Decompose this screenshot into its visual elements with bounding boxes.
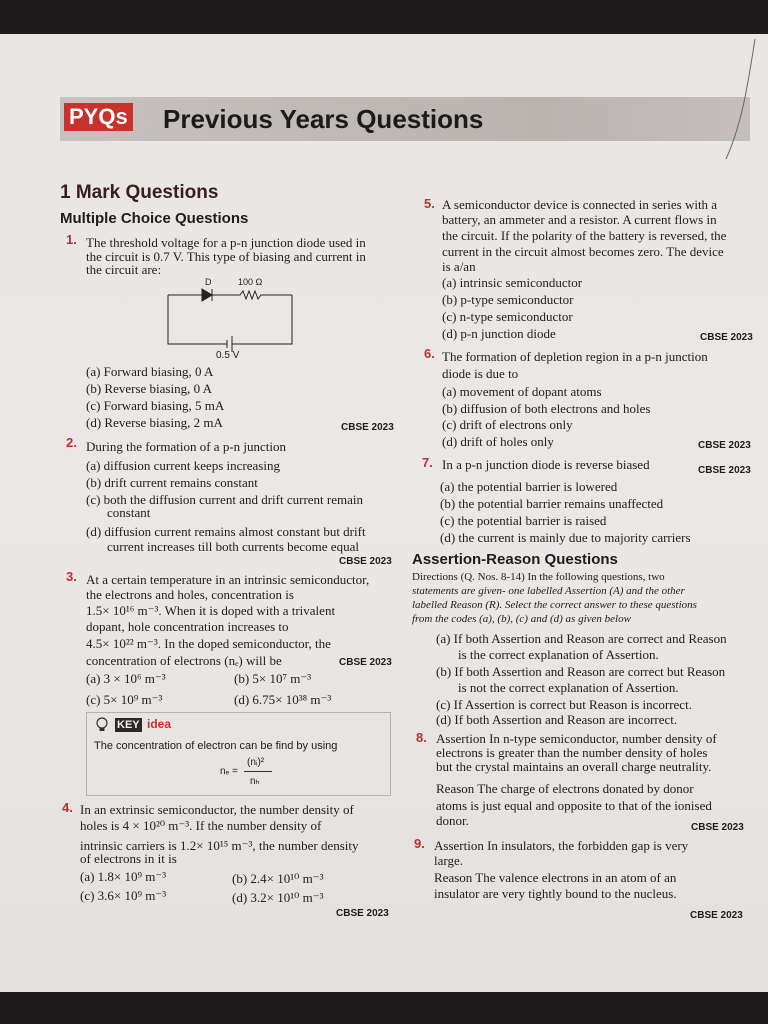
q4-text-2: holes is 4 × 10²⁰ m⁻³. If the number density of xyxy=(80,818,322,833)
q2-source: CBSE 2023 xyxy=(339,556,392,567)
q9-reason-1: Reason The valence electrons in an atom of an xyxy=(434,870,677,885)
q2-option-a: (a) diffusion current keeps increasing xyxy=(86,458,280,473)
q4-text-1: In an extrinsic semiconductor, the number density of xyxy=(80,802,354,817)
q3-option-a: (a) 3 × 10⁶ m⁻³ xyxy=(86,671,166,686)
q3-option-b: (b) 5× 10⁷ m⁻³ xyxy=(234,671,312,686)
q6-source: CBSE 2023 xyxy=(698,440,751,451)
pen-mark xyxy=(700,34,768,164)
q6-text-2: diode is due to xyxy=(442,366,519,381)
diode-symbol xyxy=(202,289,212,301)
lightbulb-icon xyxy=(94,716,110,733)
q2-option-d-2: current increases till both currents become equal xyxy=(107,539,359,554)
q8-assertion-1: Assertion In n-type semiconductor, number density of xyxy=(436,731,717,746)
diode-label: D xyxy=(205,277,212,287)
q5-option-c: (c) n-type semiconductor xyxy=(442,309,573,324)
ar-code-a-2: is the correct explanation of Assertion. xyxy=(458,647,659,662)
q4-option-c: (c) 3.6× 10⁹ m⁻³ xyxy=(80,888,167,903)
q2-option-d-1: (d) diffusion current remains almost constant but drift xyxy=(86,524,366,539)
q7-text-1: In a p-n junction diode is reverse biased xyxy=(442,457,650,472)
q7-option-b: (b) the potential barrier remains unaffected xyxy=(440,496,664,511)
ar-title: Assertion-Reason Questions xyxy=(412,551,618,568)
q1-text-1: The threshold voltage for a p-n junction diode used in xyxy=(86,235,366,250)
q5-text-3: the circuit. If the polarity of the battery is reversed, the xyxy=(442,228,727,243)
idea-label: idea xyxy=(147,717,172,731)
ar-directions-4: from the codes (a), (b), (c) and (d) as given below xyxy=(412,613,631,625)
q1-number: 1. xyxy=(66,232,77,247)
resistor-label: 100 Ω xyxy=(238,277,263,287)
q3-text-1: At a certain temperature in an intrinsic semiconductor, xyxy=(86,572,370,587)
page-title: Previous Years Questions xyxy=(163,104,484,134)
q1-option-a: (a) Forward biasing, 0 A xyxy=(86,364,214,379)
ar-code-b-1: (b) If both Assertion and Reason are correct but Reason xyxy=(436,664,726,679)
q5-text-5: is a/an xyxy=(442,259,476,274)
q8-number: 8. xyxy=(416,730,427,745)
ar-directions-2: statements are given- one labelled Assertion (A) and the other xyxy=(412,585,685,597)
q7-option-a: (a) the potential barrier is lowered xyxy=(440,479,618,494)
q3-text-4: dopant, hole concentration increases to xyxy=(86,619,289,634)
q3-text-3: 1.5× 10¹⁶ m⁻³. When it is doped with a trivalent xyxy=(86,603,336,618)
q9-source: CBSE 2023 xyxy=(690,910,743,921)
key-tag: KEY xyxy=(117,719,140,731)
q6-option-d: (d) drift of holes only xyxy=(442,434,554,449)
section-title: 1 Mark Questions xyxy=(60,182,219,203)
q5-option-d: (d) p-n junction diode xyxy=(442,326,556,341)
battery-label: 0.5 V xyxy=(216,350,240,361)
q2-option-c-2: constant xyxy=(107,505,151,520)
q6-number: 6. xyxy=(424,346,435,361)
ar-code-b-2: is not the correct explanation of Assertion. xyxy=(458,680,679,695)
q6-option-a: (a) movement of dopant atoms xyxy=(442,384,602,399)
q5-option-b: (b) p-type semiconductor xyxy=(442,292,574,307)
ar-code-d: (d) If both Assertion and Reason are incorrect. xyxy=(436,712,678,727)
resistor-symbol xyxy=(212,291,292,299)
formula-denominator: nₕ xyxy=(250,776,260,787)
q1-text-3: the circuit are: xyxy=(86,262,162,277)
q1-option-d: (d) Reverse biasing, 2 mA xyxy=(86,415,223,430)
q3-option-d: (d) 6.75× 10³⁸ m⁻³ xyxy=(234,692,332,707)
q9-number: 9. xyxy=(414,836,425,851)
q6-option-b: (b) diffusion of both electrons and holes xyxy=(442,401,651,416)
q9-reason-2: insulator are very tightly bound to the nucleus. xyxy=(434,886,677,901)
q3-option-c: (c) 5× 10⁹ m⁻³ xyxy=(86,692,163,707)
q5-text-4: current in the circuit almost becomes zero. The device xyxy=(442,244,724,259)
q4-option-b: (b) 2.4× 10¹⁰ m⁻³ xyxy=(232,871,324,886)
q4-text-3: intrinsic carriers is 1.2× 10¹⁵ m⁻³, the number density xyxy=(80,838,359,853)
q7-option-d: (d) the current is mainly due to majority carriers xyxy=(440,530,691,545)
key-idea-text: The concentration of electron can be find by using xyxy=(94,740,338,752)
q5-text-2: battery, an ammeter and a resistor. A current flows in xyxy=(442,212,717,227)
ar-code-c: (c) If Assertion is correct but Reason is incorrect. xyxy=(436,697,692,712)
q7-number: 7. xyxy=(422,455,433,470)
ar-directions-1: Directions (Q. Nos. 8-14) In the following questions, two xyxy=(412,571,665,583)
pyqs-tag: PYQs xyxy=(64,103,133,131)
mcq-title: Multiple Choice Questions xyxy=(60,210,249,227)
q5-source: CBSE 2023 xyxy=(700,332,753,343)
q4-source: CBSE 2023 xyxy=(336,908,389,919)
q8-source: CBSE 2023 xyxy=(691,822,744,833)
q2-text-1: During the formation of a p-n junction xyxy=(86,439,287,454)
ar-code-a-1: (a) If both Assertion and Reason are correct and Reason xyxy=(436,631,727,646)
q4-option-a: (a) 1.8× 10⁹ m⁻³ xyxy=(80,869,167,884)
q5-text-1: A semiconductor device is connected in series with a xyxy=(442,197,718,212)
q7-option-c: (c) the potential barrier is raised xyxy=(440,513,607,528)
q4-number: 4. xyxy=(62,800,73,815)
q7-source: CBSE 2023 xyxy=(698,465,751,476)
q5-number: 5. xyxy=(424,196,435,211)
q6-text-1: The formation of depletion region in a p-n junction xyxy=(442,349,708,364)
q1-text-2: the circuit is 0.7 V. This type of biasing and current in xyxy=(86,249,366,264)
q8-reason-2: atoms is just equal and opposite to that of the ionised xyxy=(436,798,712,813)
q9-assertion-2: large. xyxy=(434,853,463,868)
q9-assertion-1: Assertion In insulators, the forbidden gap is very xyxy=(434,838,689,853)
q2-option-b: (b) drift current remains constant xyxy=(86,475,258,490)
q8-reason-3: donor. xyxy=(436,813,469,828)
q1-source: CBSE 2023 xyxy=(341,422,394,433)
q8-assertion-2: electrons is greater than the number density of holes xyxy=(436,745,708,760)
fraction-bar xyxy=(244,771,272,772)
q3-text-2: the electrons and holes, concentration is xyxy=(86,587,294,602)
q3-source: CBSE 2023 xyxy=(339,657,392,668)
q4-option-d: (d) 3.2× 10¹⁰ m⁻³ xyxy=(232,890,324,905)
formula-lhs: nₑ = xyxy=(220,766,238,777)
q6-option-c: (c) drift of electrons only xyxy=(442,417,573,432)
q2-option-c-1: (c) both the diffusion current and drift current remain xyxy=(86,492,363,507)
q5-option-a: (a) intrinsic semiconductor xyxy=(442,275,583,290)
q3-number: 3. xyxy=(66,569,77,584)
q8-reason-1: Reason The charge of electrons donated by donor xyxy=(436,781,694,796)
formula-numerator: (nᵢ)² xyxy=(247,757,265,768)
q3-text-6: concentration of electrons (nₑ) will be xyxy=(86,653,282,668)
q4-text-4: of electrons in it is xyxy=(80,851,177,866)
q8-assertion-3: but the crystal maintains an overall charge neutrality. xyxy=(436,759,712,774)
q1-option-c: (c) Forward biasing, 5 mA xyxy=(86,398,225,413)
ar-directions-3: labelled Reason (R). Select the correct answer to these questions xyxy=(412,599,697,611)
q2-number: 2. xyxy=(66,435,77,450)
q3-text-5: 4.5× 10²² m⁻³. In the doped semiconductor, the xyxy=(86,636,331,651)
q1-option-b: (b) Reverse biasing, 0 A xyxy=(86,381,213,396)
